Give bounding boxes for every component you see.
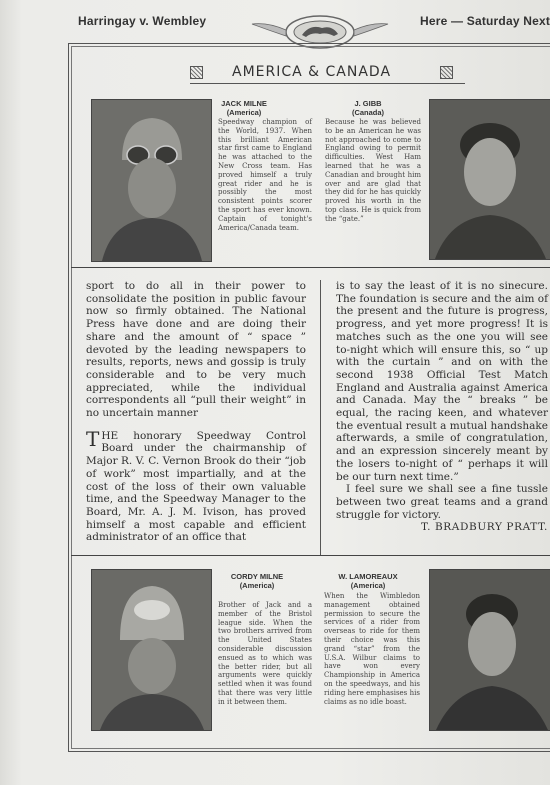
column-divider (320, 280, 321, 555)
rider-portrait-icon (92, 100, 211, 261)
article-paragraph: sport to do all in their power to consolidate the position in public favour now so firmly obtained. The National Press have done and are doing their share and the amount of “ space ” devoted by the leading newspapers to results, reports, news and gossip is truly considerable and to be very much appreciated, while the individual correspondents all “pull their weight” in no uncertain manner (86, 280, 306, 420)
photo-cordy-milne (91, 569, 212, 731)
author-signature: T. BRADBURY PRATT. (421, 521, 548, 534)
article-paragraph: I feel sure we shall see a fine tussle between two great teams and a grand struggle for victory. (336, 483, 548, 521)
rider-bio: Because he was believed to be an American he was not approached to come to England owing to permit difficulties. West Ham learned that he was a Canadian and brought him over and are glad that they did for he has quickly proved his worth in the top class. He is quick from the “gate.” (325, 118, 421, 223)
photo-w-lamoreaux (429, 569, 550, 731)
rider-name-text: JACK MILNE (221, 99, 267, 108)
rider-name (214, 572, 300, 590)
rider-bio: Brother of Jack and a member of the Bristol league side. When the two brothers arrived from the United States considerable discussion ensued as to which was the better rider, but all arguments were quickly settled when it was found that there was very little in it between them. (218, 601, 312, 706)
rider-portrait-icon (430, 100, 550, 259)
title-underline (190, 83, 465, 84)
rider-country: (America) (239, 581, 275, 590)
drop-cap: T (86, 426, 100, 451)
header-next-meeting: Here — Saturday Next (420, 14, 550, 28)
rider-bio: Speedway champion of the World, 1937. When this brilliant American star first came to England he was attached to the New Cross team. Has proved himself a truly great rider and he is possibly the most consistent points scorer the sport has ever known. Captain of tonight's America/Canada team. (218, 118, 312, 232)
rider-country: (America) (226, 108, 262, 117)
ornament-right-icon (440, 66, 453, 79)
rider-portrait-icon (92, 570, 211, 730)
divider-bottom (71, 555, 550, 556)
rider-name-text: CORDY MILNE (230, 572, 284, 581)
rider-name-text: W. LAMOREAUX (338, 572, 398, 581)
article-paragraph (86, 426, 306, 544)
rider-name (214, 99, 274, 117)
ornament-left-icon (190, 66, 203, 79)
article-paragraph-text: HE honorary Speedway Control Board under the chairmanship of Major R. V. C. Vernon Brook do their “job of work” most impartially, and at the cost of the loss of their own valuable time, and the Speedway Manager to the Board, Mr. A. J. M. Ivison, has proved himself a most capable and efficient administrator of an office that (86, 429, 306, 544)
article-paragraph: is to say the least of it is no sinecure. The foundation is secure and the aim of the present and the future is progress, progress, and yet more progress! It is matches such as the one you will see to-night which will ensure this, so “ up with the curtain ” and on with the second 1938 Official Test Match England and Australia against America and Canada. May the “ breaks ” be equal, the racing keen, and whatever the eventual result a mutual handshake afterwards, a smile of congratulation, and an expression sincerely meant by the losers to-night of “ perhaps it will be our turn next time.” (336, 280, 548, 483)
rider-country: (Canada) (351, 108, 385, 117)
rider-name (318, 99, 418, 117)
rider-bio: When the Wimbledon management obtained permission to secure the services of a rider from overseas to ride for them their choice was this grand “star” from the U.S.A. Wilbur claims to have won every Championship in America on the speedways, and his riding here emphasises his claims as no idle boast. (324, 592, 420, 706)
rider-name (318, 572, 418, 590)
header-fixture: Harringay v. Wembley (78, 14, 207, 28)
article-column-right (336, 280, 548, 534)
divider-top (71, 267, 550, 268)
rider-name-text: J. GIBB (354, 99, 382, 108)
photo-j-gibb (429, 99, 550, 260)
rider-country: (America) (350, 581, 386, 590)
section-title: AMERICA & CANADA (232, 64, 392, 80)
rider-portrait-icon (430, 570, 550, 730)
article-column-left (86, 280, 306, 544)
photo-jack-milne (91, 99, 212, 262)
